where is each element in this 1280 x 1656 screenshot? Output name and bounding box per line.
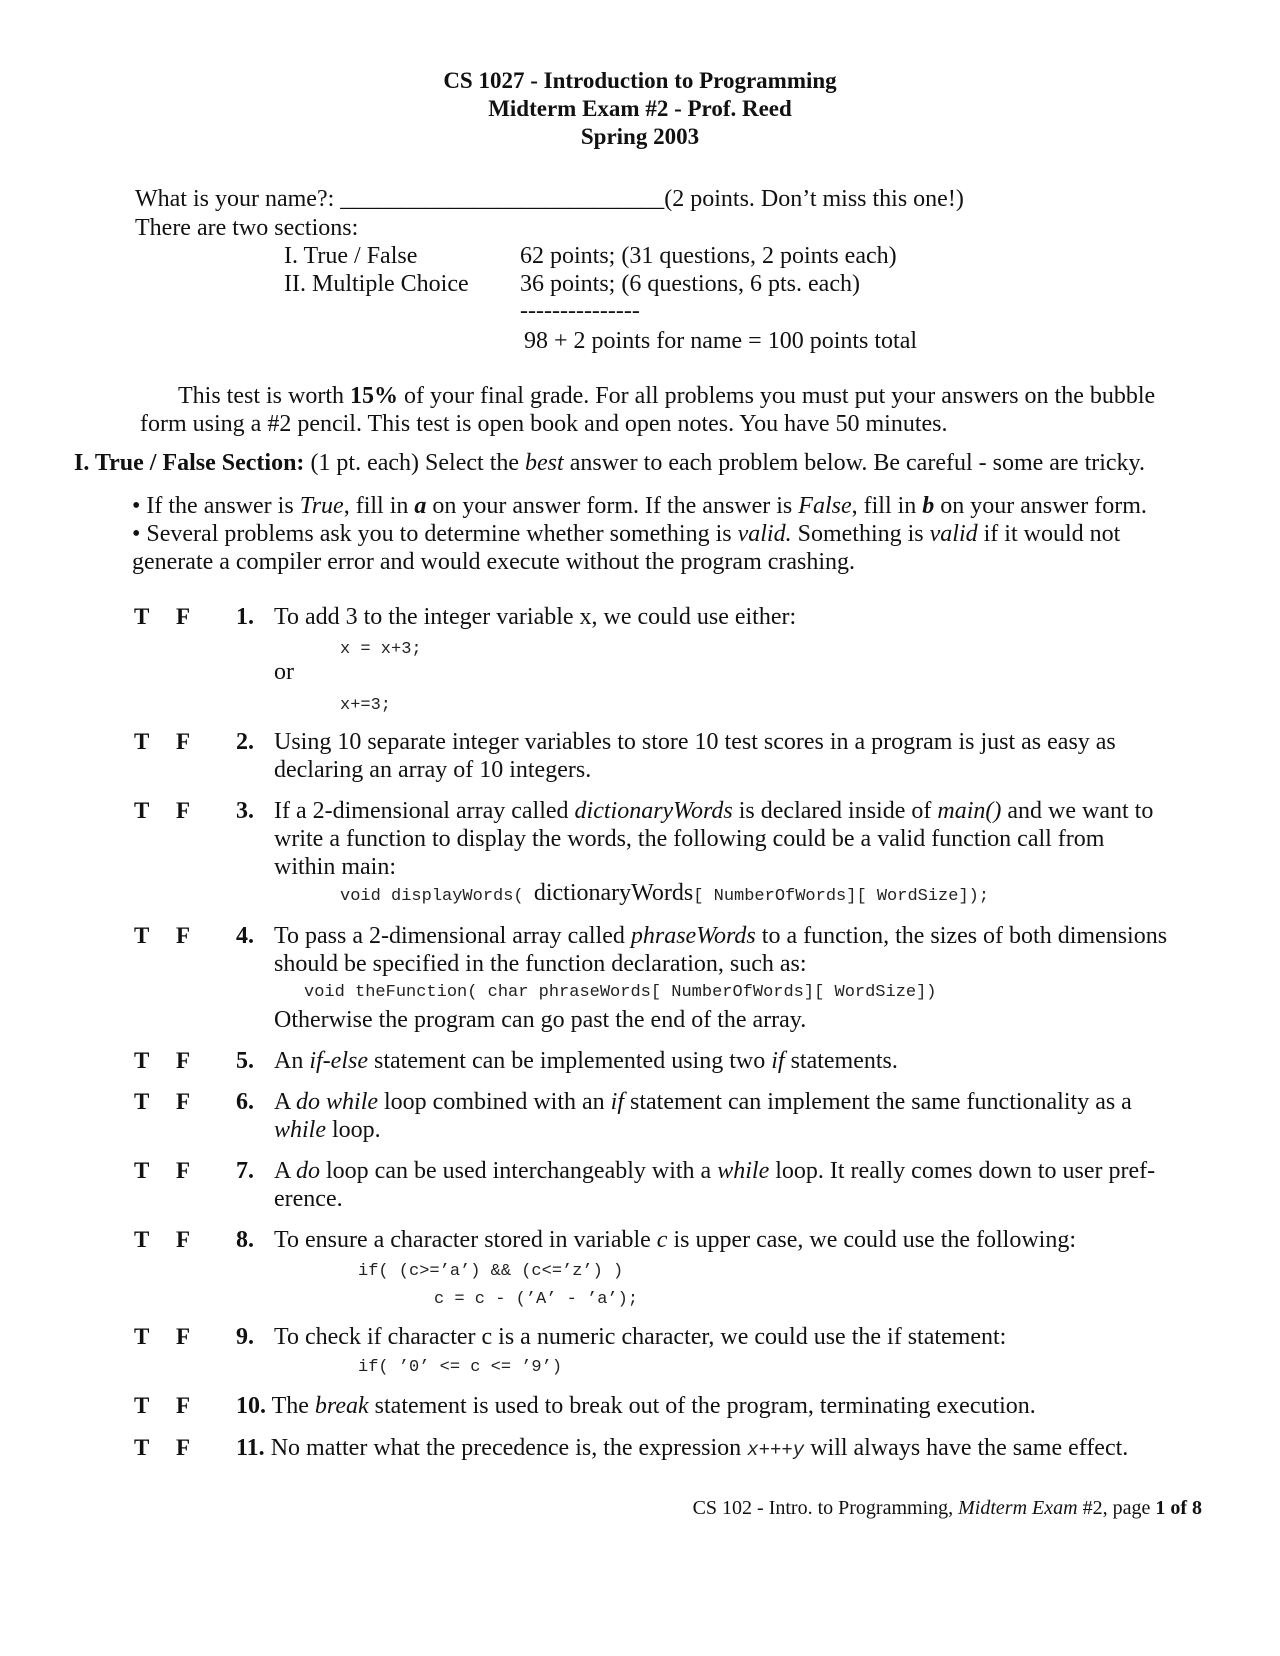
section2-label: II. Multiple Choice	[284, 271, 469, 297]
section2-points: 36 points; (6 questions, 6 pts. each)	[520, 271, 860, 297]
q6-number: 6.	[236, 1089, 254, 1115]
q1-number: 1.	[236, 604, 254, 630]
q1-code-2: x+=3;	[340, 696, 392, 715]
q11-true-option[interactable]: T	[134, 1435, 150, 1460]
q9-true-option[interactable]: T	[134, 1324, 150, 1349]
q4-false-option[interactable]: F	[176, 923, 191, 948]
q9-false-option[interactable]: F	[176, 1324, 191, 1349]
q7-text-2: erence.	[274, 1186, 343, 1212]
q9-code: if( ’0’ <= c <= ’9’)	[358, 1358, 563, 1377]
q10-false-option[interactable]: F	[176, 1393, 191, 1418]
section1-label: I. True / False	[284, 243, 418, 269]
q4-true-option[interactable]: T	[134, 923, 150, 948]
section1-heading: I. True / False Section: (1 pt. each) Select the best answer to each problem below. Be careful - some are tricky.	[74, 450, 1145, 476]
q6-false-option[interactable]: F	[176, 1089, 191, 1114]
instruction-bullet-2-cont: generate a compiler error and would execute without the program crashing.	[132, 549, 856, 575]
q1-true-option[interactable]: T	[134, 604, 150, 629]
q2-false-option[interactable]: F	[176, 729, 191, 754]
q10-text: 10. The break statement is used to break out of the program, terminating execution.	[236, 1393, 1036, 1419]
q4-number: 4.	[236, 923, 254, 949]
q3-text-1: If a 2-dimensional array called dictionaryWords is declared inside of main() and we want to	[274, 798, 1154, 824]
q7-number: 7.	[236, 1158, 254, 1184]
q4-text-2: should be specified in the function declaration, such as:	[274, 951, 807, 977]
sections-intro: There are two sections:	[135, 215, 359, 241]
q8-false-option[interactable]: F	[176, 1227, 191, 1252]
section1-points: 62 points; (31 questions, 2 points each)	[520, 243, 897, 269]
q1-or: or	[274, 659, 294, 685]
q5-number: 5.	[236, 1048, 254, 1074]
q6-text-1: A do while loop combined with an if statement can implement the same functionality as a	[274, 1089, 1132, 1115]
q7-true-option[interactable]: T	[134, 1158, 150, 1183]
page-footer: CS 102 - Intro. to Programming, Midterm Exam #2, page 1 of 8	[692, 1497, 1202, 1519]
q8-number: 8.	[236, 1227, 254, 1253]
q10-true-option[interactable]: T	[134, 1393, 150, 1418]
q4-code: void theFunction( char phraseWords[ NumberOfWords][ WordSize])	[304, 983, 937, 1002]
q3-text-2: write a function to display the words, the following could be a valid function call from	[274, 826, 1105, 852]
q3-false-option[interactable]: F	[176, 798, 191, 823]
worth-line-2: form using a #2 pencil. This test is open book and open notes. You have 50 minutes.	[140, 411, 948, 437]
course-title: CS 1027 - Introduction to Programming	[443, 68, 837, 93]
q3-code: void displayWords( dictionaryWords[ NumberOfWords][ WordSize]);	[340, 880, 990, 906]
q6-text-2: while loop.	[274, 1117, 381, 1143]
worth-line: This test is worth 15% of your final grade. For all problems you must put your answers on the bubble	[178, 383, 1156, 409]
q5-false-option[interactable]: F	[176, 1048, 191, 1073]
q3-text-3: within main:	[274, 854, 396, 880]
q1-text: To add 3 to the integer variable x, we could use either:	[274, 604, 797, 630]
q1-code-1: x = x+3;	[340, 640, 422, 659]
q5-true-option[interactable]: T	[134, 1048, 150, 1073]
q8-true-option[interactable]: T	[134, 1227, 150, 1252]
q3-true-option[interactable]: T	[134, 798, 150, 823]
q7-false-option[interactable]: F	[176, 1158, 191, 1183]
q8-text: To ensure a character stored in variable c is upper case, we could use the following:	[274, 1227, 1077, 1253]
q3-number: 3.	[236, 798, 254, 824]
exam-title: Midterm Exam #2 - Prof. Reed	[488, 96, 792, 121]
q2-text-1: Using 10 separate integer variables to store 10 test scores in a program is just as easy as	[274, 729, 1116, 755]
q2-text-2: declaring an array of 10 integers.	[274, 757, 592, 783]
instruction-bullet-2: • Several problems ask you to determine whether something is valid. Something is valid if it would not	[132, 521, 1121, 547]
q1-false-option[interactable]: F	[176, 604, 191, 629]
q5-text: An if-else statement can be implemented using two if statements.	[274, 1048, 898, 1074]
q9-number: 9.	[236, 1324, 254, 1350]
q2-true-option[interactable]: T	[134, 729, 150, 754]
semester: Spring 2003	[580, 124, 700, 149]
q9-text: To check if character c is a numeric character, we could use the if statement:	[274, 1324, 1007, 1350]
q8-code-2: c = c - (’A’ - ’a’);	[434, 1290, 639, 1309]
q2-number: 2.	[236, 729, 254, 755]
name-prompt: What is your name?: ___________________________(2 points. Don’t miss this one!)	[135, 186, 964, 212]
instruction-bullet-1: • If the answer is True, fill in a on your answer form. If the answer is False, fill in b on your answer form.	[132, 493, 1147, 519]
q7-text-1: A do loop can be used interchangeably with a while loop. It really comes down to user pref-	[274, 1158, 1156, 1184]
q6-true-option[interactable]: T	[134, 1089, 150, 1114]
q4-text-4: Otherwise the program can go past the end of the array.	[274, 1007, 807, 1033]
q4-text-1: To pass a 2-dimensional array called phraseWords to a function, the sizes of both dimensions	[274, 923, 1168, 949]
points-separator: ---------------	[520, 298, 640, 324]
points-total: 98 + 2 points for name = 100 points total	[524, 328, 918, 354]
q11-false-option[interactable]: F	[176, 1435, 191, 1460]
q8-code-1: if( (c>=’a’) && (c<=’z’) )	[358, 1262, 624, 1281]
q11-text: 11. No matter what the precedence is, the expression x+++y will always have the same effect.	[236, 1435, 1129, 1461]
